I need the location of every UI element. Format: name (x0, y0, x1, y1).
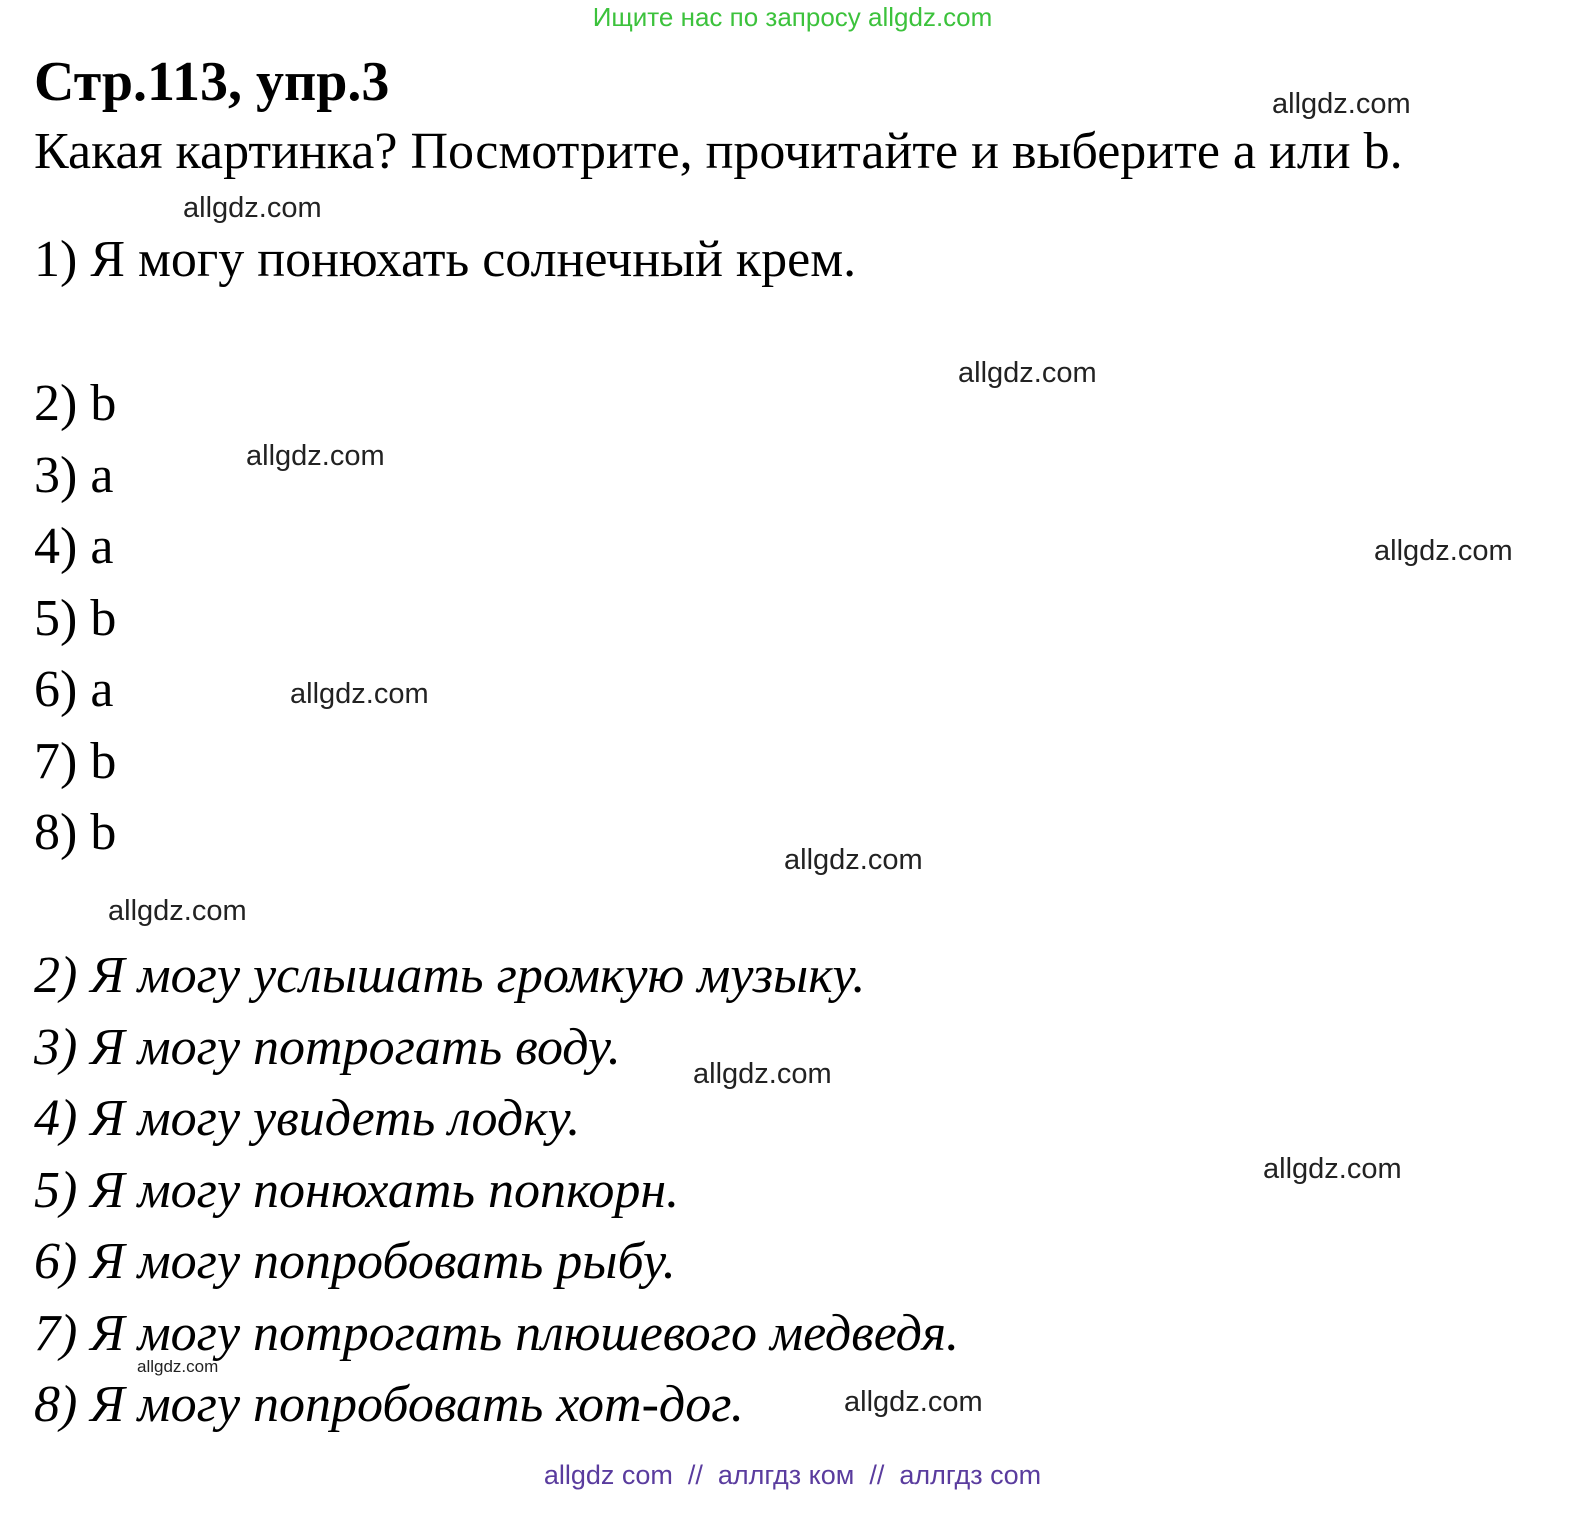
answer-list (34, 368, 116, 869)
answer-item-5: 5) b (34, 589, 117, 647)
watermark: allgdz.com (183, 192, 322, 224)
watermark: allgdz.com (784, 844, 923, 876)
item-1-sentence: 1) Я могу понюхать солнечный крем. (34, 231, 857, 288)
answer-item-2: 2) b (34, 375, 117, 432)
answer-item-6: 6) a (34, 661, 114, 718)
watermark: allgdz.com (844, 1386, 983, 1418)
watermark: allgdz.com (1272, 88, 1411, 120)
sentence-item-8: 8) Я могу попробовать хот-дог. (34, 1376, 744, 1433)
answer-item-3: 3) a (34, 446, 114, 504)
sentence-item-6: 6) Я могу попробовать рыбу. (34, 1233, 676, 1290)
watermark: allgdz.com (246, 440, 385, 472)
page-title: Стр.113, упр.3 (34, 51, 390, 113)
answer-item-7: 7) b (34, 732, 117, 790)
watermark: allgdz.com (1374, 535, 1513, 567)
sentence-item-5: 5) Я могу понюхать попкорн. (34, 1161, 680, 1219)
sentence-item-7: 7) Я могу потрогать плюшевого медведя. (34, 1304, 960, 1362)
watermark: allgdz.com (108, 895, 247, 927)
answer-item-8: 8) b (34, 804, 117, 861)
watermark: allgdz.com (693, 1058, 832, 1090)
footer-text: allgdz com // аллгдз ком // аллгдз com (543, 1460, 1042, 1490)
sentence-item-4: 4) Я могу увидеть лодку. (34, 1090, 581, 1147)
answer-item-4: 4) a (34, 518, 114, 575)
sentence-item-2: 2) Я могу услышать громкую музыку. (34, 947, 866, 1004)
sentence-item-3: 3) Я могу потрогать воду. (34, 1018, 621, 1076)
watermark: allgdz.com (1263, 1153, 1402, 1185)
exercise-instruction: Какая картинка? Посмотрите, прочитайте и выберите a или b. (34, 123, 1403, 180)
top-banner: Ищите нас по запросу allgdz.com (592, 2, 993, 32)
watermark: allgdz.com (958, 357, 1097, 389)
watermark: allgdz.com (137, 1357, 219, 1376)
watermark: allgdz.com (290, 678, 429, 710)
